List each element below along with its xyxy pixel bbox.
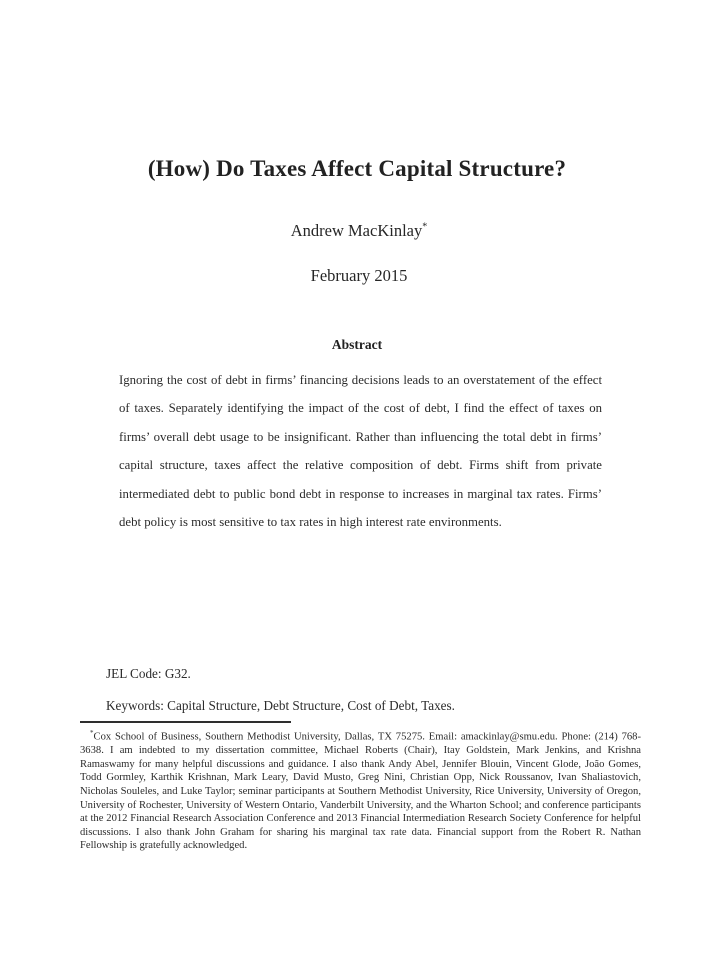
title-footnote [80,727,641,853]
author-footnote-marker: * [422,221,428,233]
abstract-text: Ignoring the cost of debt in firms’ financing decisions leads to an overstatement of the effect of taxes. Separately identifying the impact of the cost of debt, I find the effect of taxes on firms’ overall debt usage to be insignificant. Rather than influencing the total debt in firms’ capital structure, taxes affect the relative composition of debt. Firms shift from private intermediated debt to public bond debt in response to increases in marginal tax rates. Firms’ debt policy is most sensitive to tax rates in high interest rate environments. [119,373,602,530]
abstract-heading: Abstract [331,337,383,352]
keywords-line: Keywords: Capital Structure, Debt Structure, Cost of Debt, Taxes. [106,698,455,713]
author-name: Andrew MacKinlay [290,221,423,240]
jel-code-line: JEL Code: G32. [106,666,191,681]
footnote-separator-rule [80,721,291,723]
paper-title: (How) Do Taxes Affect Capital Structure? [147,156,567,181]
author-line [0,221,718,241]
footnote-text: Cox School of Business, Southern Methodist University, Dallas, TX 75275. Email: amackinlay@smu.edu. Phone: (214) 768-3638. I am indebted to my dissertation committee, Michael Roberts (Chair), Itay Goldstein, Mark Jenkins, and Krishna Ramaswamy for many helpful discussions and guidance. I also thank Andy Abel, Jennifer Blouin, Vincent Glode, João Gomes, Todd Gormley, Karthik Krishnan, Mark Leary, David Musto, Greg Nini, Christian Opp, Nick Roussanov, Ivan Shaliastovich, Nicholas Souleles, and Luke Taylor; seminar participants at Southern Methodist University, Rice University, University of Oregon, University of Rochester, University of Western Ontario, Vanderbilt University, and the Wharton School; and conference participants at the 2012 Financial Research Association Conference and 2013 Financial Intermediation Research Society Conference for helpful discussions. I also thank John Graham for sharing his marginal tax rate data. Financial support from the Robert R. Nathan Fellowship is gratefully acknowledged. [80,731,641,852]
paper-date: February 2015 [310,266,408,285]
footnote-marker: * [90,729,94,737]
